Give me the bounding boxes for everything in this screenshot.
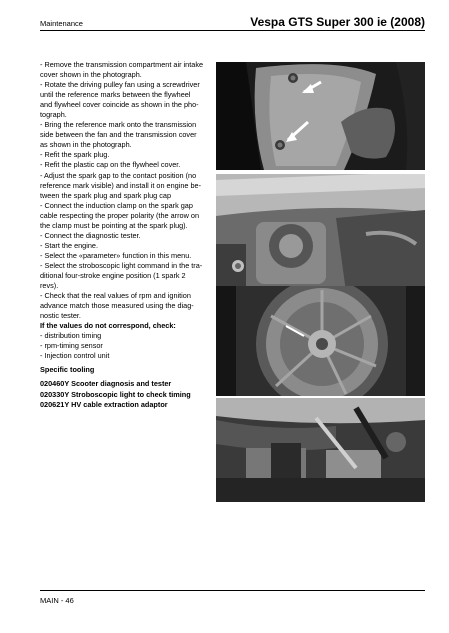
text-line: - Check that the real values of rpm and ignition bbox=[40, 291, 191, 301]
text-line: - Adjust the spark gap to the contact position (no bbox=[40, 170, 197, 180]
page-number: MAIN - 46 bbox=[40, 596, 74, 605]
check-item: - distribution timing bbox=[40, 331, 102, 341]
check-item: - rpm-timing sensor bbox=[40, 341, 103, 351]
text-line: cable respecting the proper polarity (the arrow on bbox=[40, 210, 199, 220]
text-line: nostic tester. bbox=[40, 311, 81, 321]
page-title: Vespa GTS Super 300 ie (2008) bbox=[250, 15, 425, 29]
text-line: tween the spark plug and spark plug cap bbox=[40, 190, 172, 200]
text-line: side between the fan and the transmission cover bbox=[40, 130, 197, 140]
text-line: the clamp must be pointing at the spark plug). bbox=[40, 220, 188, 230]
tooling-item: 020621Y HV cable extraction adaptor bbox=[40, 399, 168, 409]
text-line: - Start the engine. bbox=[40, 240, 99, 250]
tooling-item: 020330Y Stroboscopic light to check timing bbox=[40, 389, 191, 399]
check-heading: If the values do not correspond, check: bbox=[40, 321, 176, 331]
text-line: - Refit the spark plug. bbox=[40, 150, 110, 160]
tooling-heading: Specific tooling bbox=[40, 365, 95, 375]
text-line: reference mark visible) and install it on engine be- bbox=[40, 180, 202, 190]
check-item: - Injection control unit bbox=[40, 351, 110, 361]
text-line: - Rotate the driving pulley fan using a screwdriver bbox=[40, 80, 200, 90]
body-text bbox=[40, 60, 212, 410]
text-line: - Select the stroboscopic light command in the tra- bbox=[40, 260, 203, 270]
text-line: - Connect the induction clamp on the spark gap bbox=[40, 200, 193, 210]
text-line: revs). bbox=[40, 281, 59, 291]
photo-air-intake-cover bbox=[216, 62, 425, 170]
text-line: - Connect the diagnostic tester. bbox=[40, 230, 141, 240]
text-line: ditional four-stroke engine position (1 spark 2 bbox=[40, 270, 186, 280]
text-line: and flywheel cover coincide as shown in the pho- bbox=[40, 100, 199, 110]
header-divider bbox=[40, 30, 425, 31]
photo-spark-plug bbox=[216, 174, 425, 292]
text-line: advance match those measured using the diag- bbox=[40, 301, 194, 311]
text-line: until the reference marks between the flywheel bbox=[40, 90, 191, 100]
text-line: - Bring the reference mark onto the transmission bbox=[40, 120, 197, 130]
section-label: Maintenance bbox=[40, 19, 83, 28]
footer-divider bbox=[40, 590, 425, 591]
photo-flywheel-fan bbox=[216, 286, 425, 396]
text-line: cover shown in the photograph. bbox=[40, 70, 142, 80]
photo-diagnostic-connection bbox=[216, 398, 425, 502]
tooling-item: 020460Y Scooter diagnosis and tester bbox=[40, 379, 172, 389]
text-line: tograph. bbox=[40, 110, 67, 120]
text-line: - Refit the plastic cap on the flywheel cover. bbox=[40, 160, 181, 170]
text-line: as shown in the photograph. bbox=[40, 140, 132, 150]
text-line: - Remove the transmission compartment air intake bbox=[40, 60, 204, 69]
text-line: - Select the «parameter» function in this menu. bbox=[40, 250, 192, 260]
